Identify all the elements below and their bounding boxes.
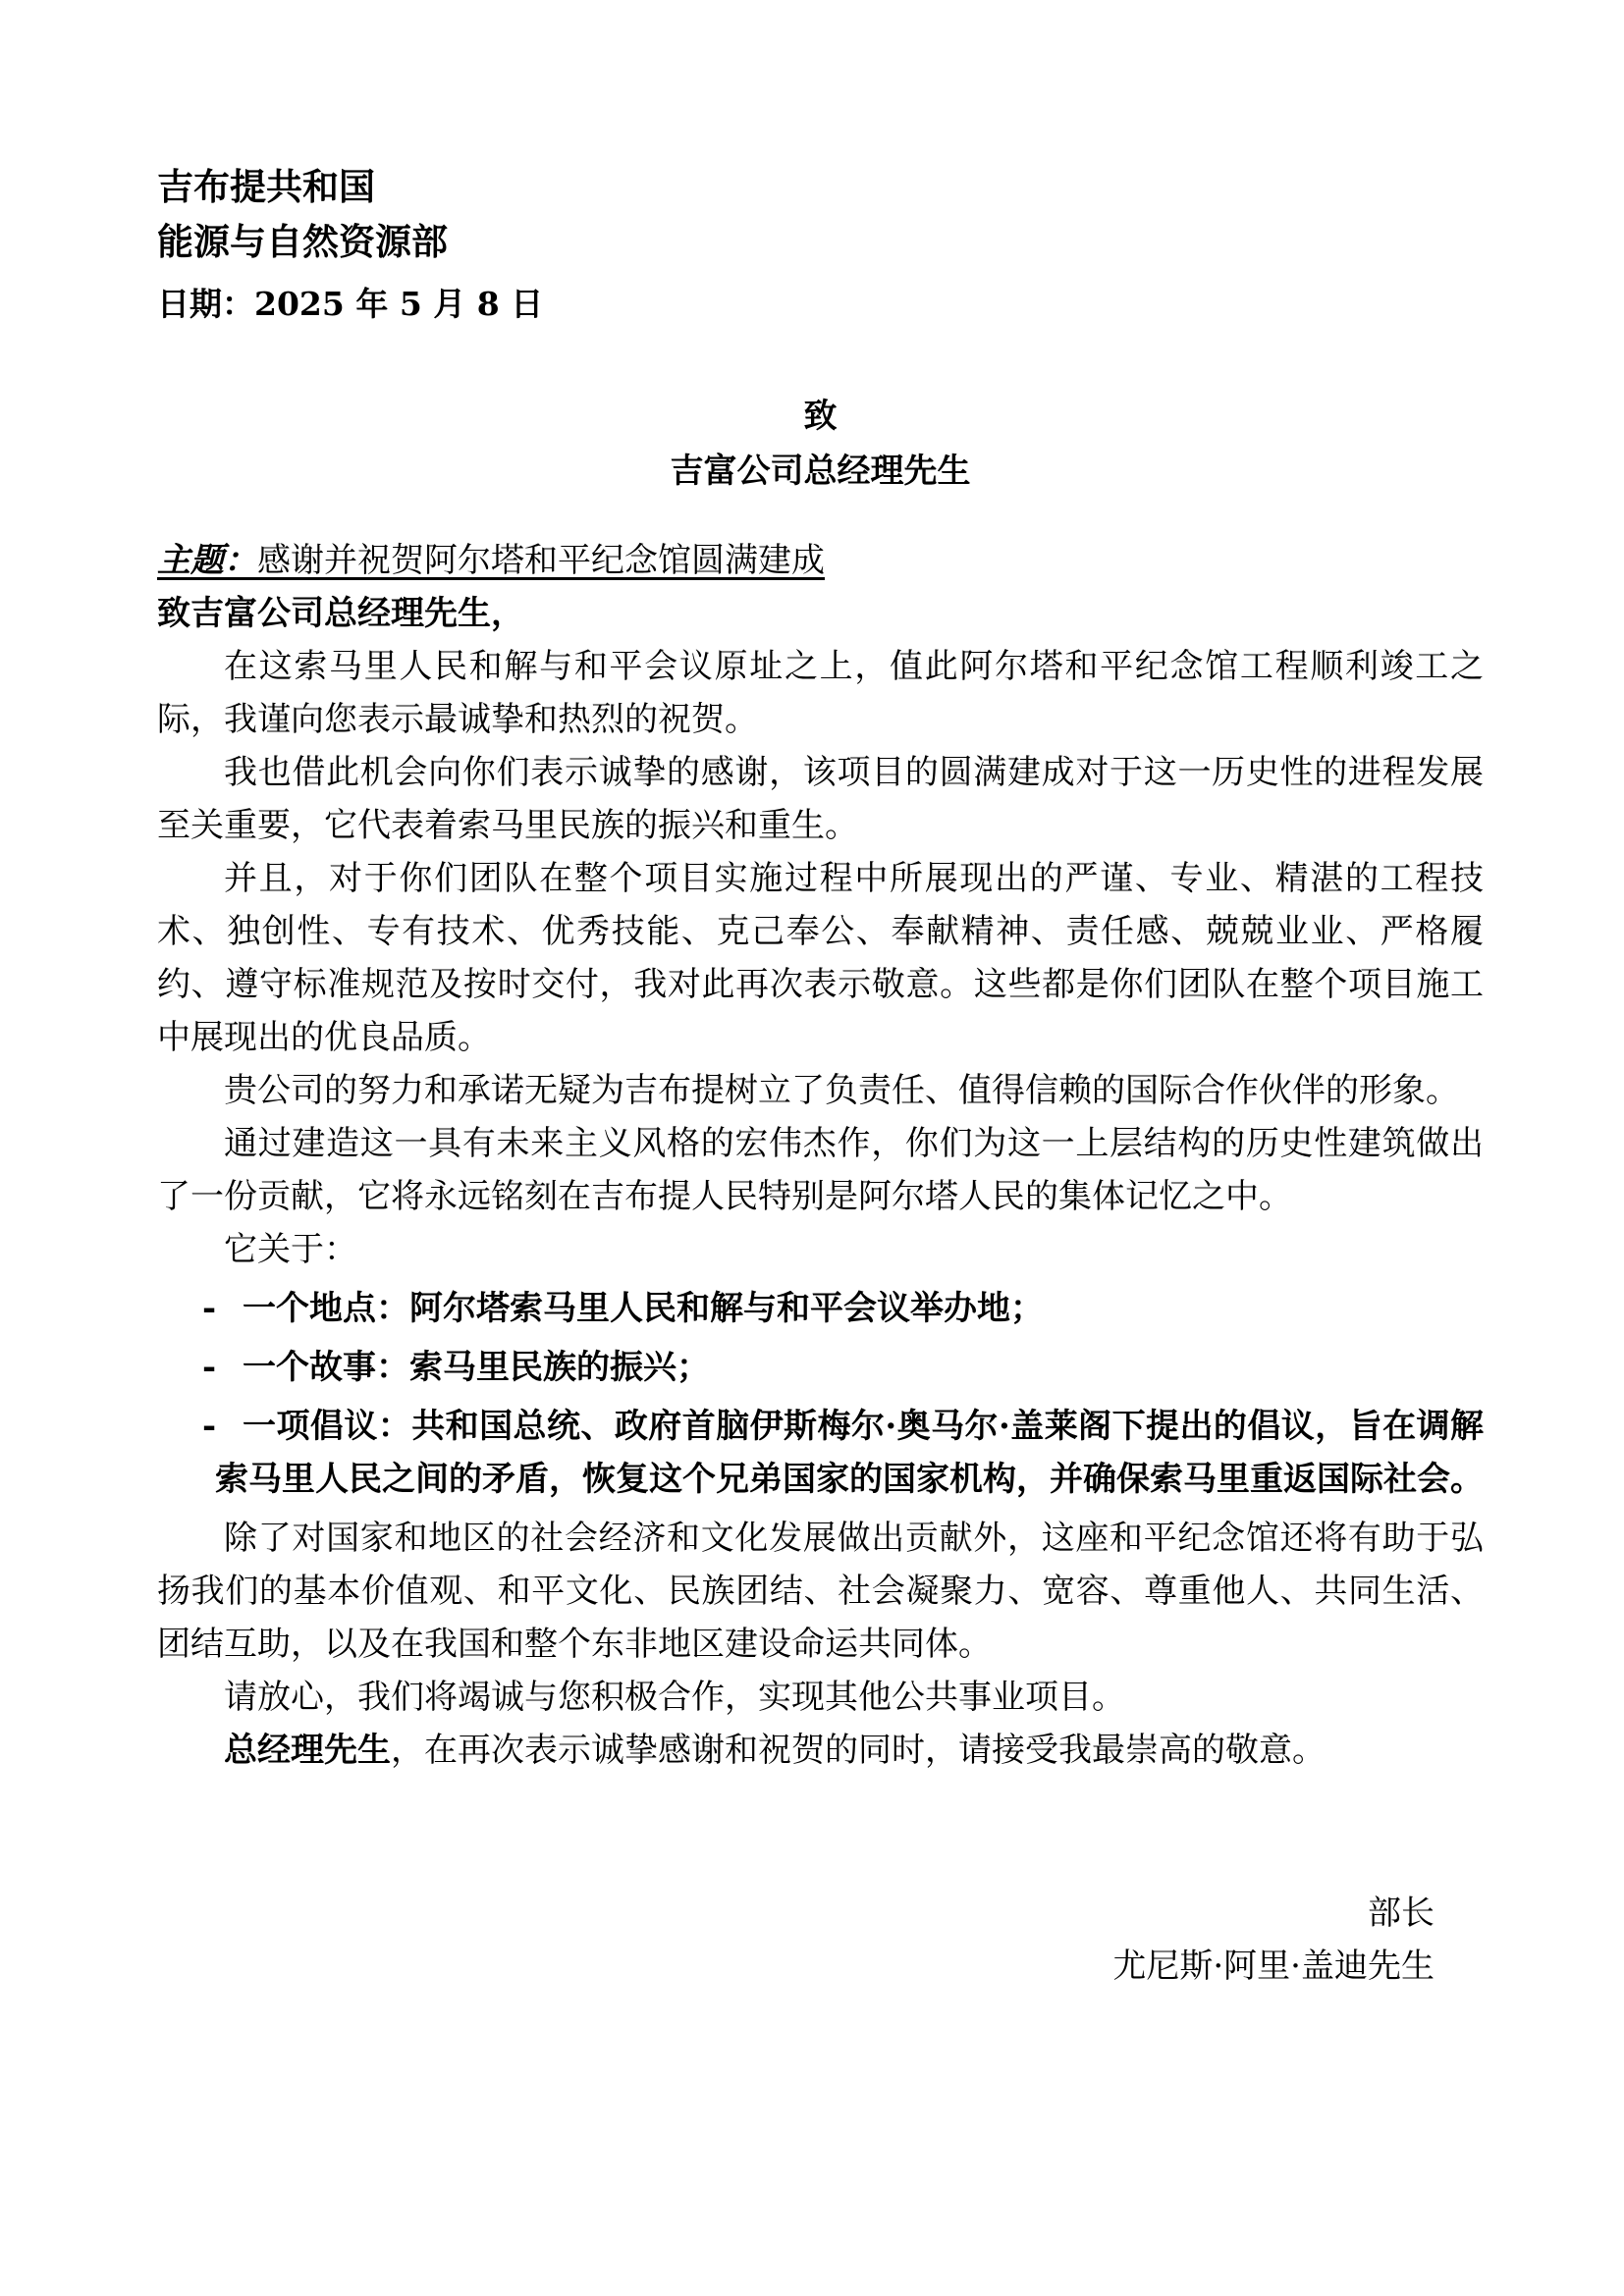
- bullet-marker: -: [202, 1289, 217, 1328]
- closing-paragraph-1: 除了对国家和地区的社会经济和文化发展做出贡献外，这座和平纪念馆还将有助于弘扬我们的基本价值观、和平文化、民族团结、社会凝聚力、宽容、尊重他人、共同生活、团结互助，以及在我国和整个东非地区建设命运共同体。: [157, 1519, 1484, 1664]
- body-paragraph-3: 并且，对于你们团队在整个项目实施过程中所展现出的严谨、专业、精湛的工程技术、独创性、专有技术、优秀技能、克己奉公、奉献精神、责任感、兢兢业业、严格履约、遵守标准规范及按时交付，我对此再次表示敬意。这些都是你们团队在整个项目施工中展现出的优良品质。: [157, 859, 1484, 1057]
- letterhead-country: 吉布提共和国: [157, 165, 375, 208]
- bullet-item-2: [157, 1341, 1484, 1394]
- bullet-marker: -: [202, 1348, 217, 1387]
- bullet-text: 一个故事：索马里民族的振兴；: [243, 1348, 710, 1387]
- bullet-text: 一项倡议：共和国总统、政府首脑伊斯梅尔·奥马尔·盖莱阁下提出的倡议，旨在调解索马里人民之间的矛盾，恢复这个兄弟国家的国家机构，并确保索马里重返国际社会。: [215, 1407, 1484, 1499]
- signature-block: [157, 1887, 1484, 1993]
- signature-title: 部长: [1368, 1894, 1435, 1933]
- addressee-recipient: 吉富公司总经理先生: [670, 452, 971, 491]
- addressee-block: [157, 389, 1484, 499]
- letterhead-ministry: 能源与自然资源部: [157, 220, 448, 263]
- bullet-item-3: [157, 1400, 1484, 1506]
- final-paragraph-rest: ，在再次表示诚挚感谢和祝贺的同时，请接受我最崇高的敬意。: [391, 1731, 1326, 1770]
- subject-line: [157, 534, 1484, 587]
- subject-text: 感谢并祝贺阿尔塔和平纪念馆圆满建成: [257, 541, 825, 580]
- bullet-marker: -: [202, 1407, 217, 1446]
- list-intro: 它关于：: [224, 1230, 357, 1269]
- subject-label: 主题：: [157, 541, 257, 580]
- signature-name: 尤尼斯·阿里·盖迪先生: [1112, 1947, 1435, 1986]
- final-paragraph: [157, 1724, 1484, 1777]
- date-line: 日期：2025 年 5 月 8 日: [157, 285, 544, 323]
- closing-paragraph-2: 请放心，我们将竭诚与您积极合作，实现其他公共事业项目。: [224, 1678, 1125, 1717]
- body-paragraph-5: 通过建造这一具有未来主义风格的宏伟杰作，你们为这一上层结构的历史性建筑做出了一份贡献，它将永远铭刻在吉布提人民特别是阿尔塔人民的集体记忆之中。: [157, 1124, 1484, 1216]
- body-paragraph-4: 贵公司的努力和承诺无疑为吉布提树立了负责任、值得信赖的国际合作伙伴的形象。: [224, 1071, 1459, 1110]
- bullet-item-1: [157, 1282, 1484, 1335]
- body-paragraph-1: 在这索马里人民和解与和平会议原址之上，值此阿尔塔和平纪念馆工程顺利竣工之际，我谨向您表示最诚挚和热烈的祝贺。: [157, 647, 1484, 739]
- body-paragraph-2: 我也借此机会向你们表示诚挚的感谢，该项目的圆满建成对于这一历史性的进程发展至关重要，它代表着索马里民族的振兴和重生。: [157, 753, 1484, 845]
- salutation: 致吉富公司总经理先生，: [157, 594, 524, 633]
- addressee-to-label: 致: [803, 397, 838, 436]
- final-paragraph-bold-lead: 总经理先生: [224, 1731, 391, 1770]
- bullet-text: 一个地点：阿尔塔索马里人民和解与和平会议举办地；: [243, 1289, 1044, 1328]
